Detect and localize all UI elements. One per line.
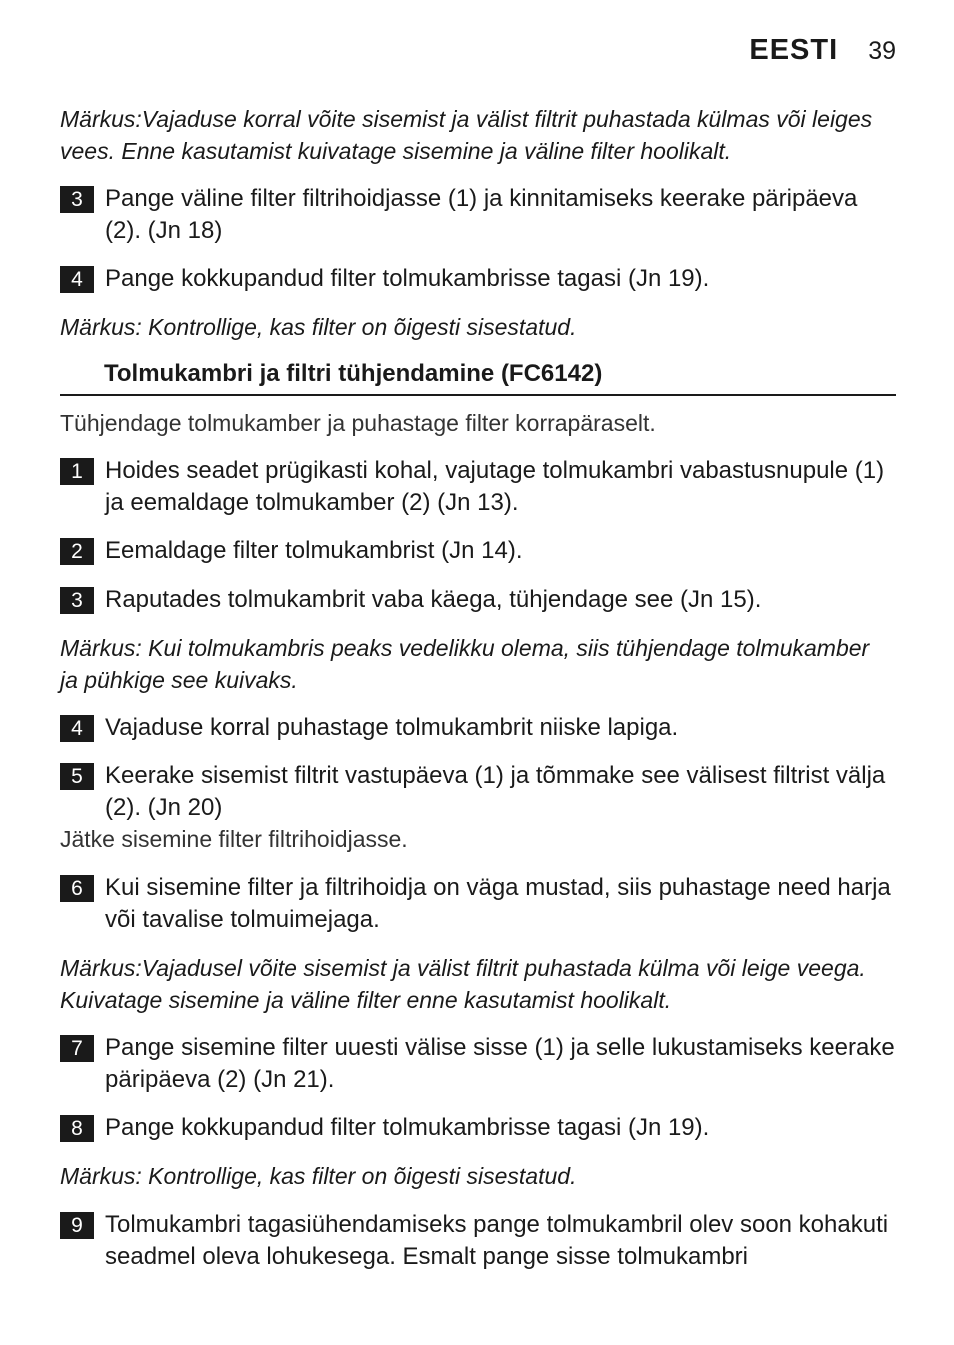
note-liquid: Märkus: Kui tolmukambris peaks vedelikku olema, siis tühjendage tolmukamber ja pühkige see kuivaks.: [60, 635, 870, 693]
step-text: Pange sisemine filter uuesti välise sisse (1) ja selle lukustamiseks keerake päripäeva (2) (Jn 21).: [105, 1034, 895, 1093]
note-filter-check-2: Märkus: Kontrollige, kas filter on õigesti sisestatud.: [60, 1163, 577, 1189]
step-text: Vajaduse korral puhastage tolmukambrit niiske lapiga.: [105, 714, 679, 741]
step-item: [60, 760, 895, 824]
step-text: Eemaldage filter tolmukambrist (Jn 14).: [105, 537, 523, 564]
section-heading: Tolmukambri ja filtri tühjendamine (FC6142): [104, 360, 603, 387]
step-number: 4: [60, 266, 94, 293]
step-item: [60, 1209, 895, 1273]
step-text: Raputades tolmukambrit vaba käega, tühjendage see (Jn 15).: [105, 586, 762, 613]
heading-divider: [60, 394, 896, 396]
note-cleaning-water-2: Märkus:Vajadusel võite sisemist ja välist filtrit puhastada külma või leige veega. Kuivatage sisemine ja väline filter enne kasutamist hoolikalt.: [60, 955, 866, 1013]
step-number: 1: [60, 458, 94, 485]
step-text: Pange väline filter filtrihoidjasse (1) ja kinnitamiseks keerake päripäeva (2). (Jn 18): [105, 185, 858, 244]
step-number: 8: [60, 1115, 94, 1142]
note-filter-check: Märkus: Kontrollige, kas filter on õigesti sisestatud.: [60, 314, 577, 340]
step-text: Pange kokkupandud filter tolmukambrisse tagasi (Jn 19).: [105, 1114, 710, 1141]
step-number: 3: [60, 186, 94, 213]
step-text: Tolmukambri tagasiühendamiseks pange tolmukambril olev soon kohakuti seadmel oleva lohukesega. Esmalt pange sisse tolmukambri: [105, 1211, 889, 1270]
step-number: 6: [60, 875, 94, 902]
note-cleaning-water: Märkus:Vajaduse korral võite sisemist ja välist filtrit puhastada külmas või leiges vees. Enne kasutamist kuivatage sisemine ja väline filter hoolikalt.: [60, 106, 873, 164]
step-text: Kui sisemine filter ja filtrihoidja on väga mustad, siis puhastage need harja või tavalise tolmuimejaga.: [105, 874, 891, 933]
step-number: 3: [60, 587, 94, 614]
step-item: [60, 1112, 895, 1144]
step-item: [60, 263, 895, 295]
step-number: 7: [60, 1035, 94, 1062]
step-number: 5: [60, 763, 94, 790]
step-item: [60, 183, 895, 247]
step-text: Hoides seadet prügikasti kohal, vajutage tolmukambri vabastusnupule (1) ja eemaldage tolmukamber (2) (Jn 13).: [105, 457, 885, 516]
step-plain-text: Jätke sisemine filter filtrihoidjasse.: [60, 826, 408, 852]
step-number: 4: [60, 715, 94, 742]
step-item: [60, 712, 895, 744]
section-intro: Tühjendage tolmukamber ja puhastage filter korrapäraselt.: [60, 410, 656, 436]
step-text: Keerake sisemist filtrit vastupäeva (1) ja tõmmake see välisest filtrist välja (2). (Jn 20): [105, 762, 886, 821]
step-item: [60, 872, 895, 936]
step-item: [60, 535, 895, 567]
step-item: [60, 584, 895, 616]
step-text: Pange kokkupandud filter tolmukambrisse tagasi (Jn 19).: [105, 265, 710, 292]
step-item: [60, 455, 895, 519]
step-number: 9: [60, 1212, 94, 1239]
page-number: 39: [868, 37, 896, 65]
language-label: EESTI: [749, 34, 839, 66]
step-number: 2: [60, 538, 94, 565]
step-item: [60, 1032, 895, 1096]
page-header: [749, 34, 896, 67]
